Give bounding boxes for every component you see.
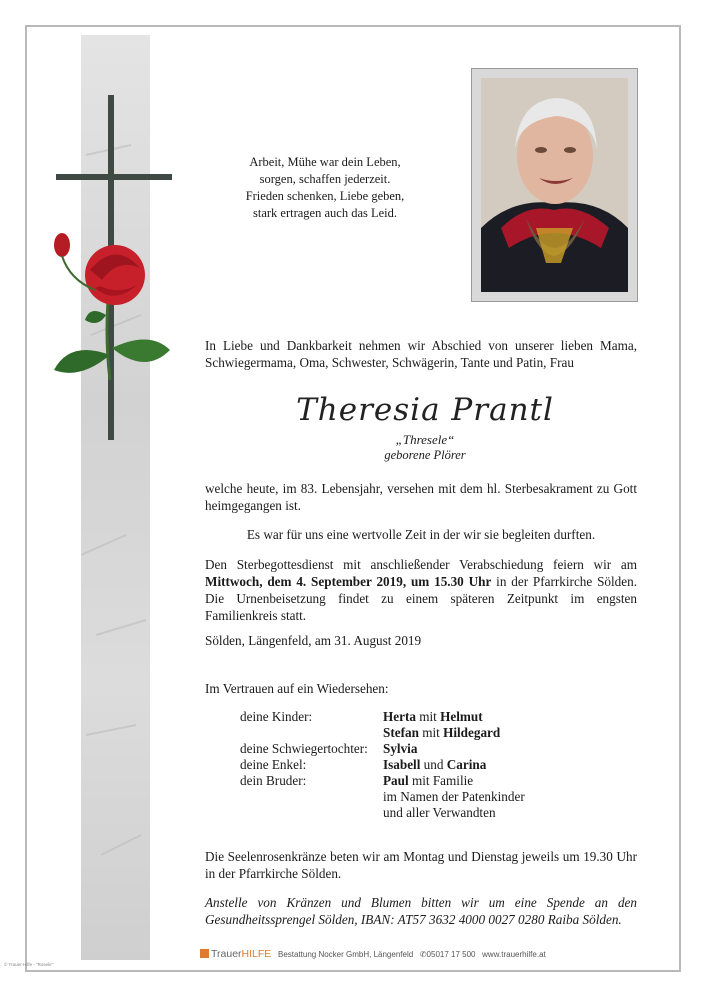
poem-line: Arbeit, Mühe war dein Leben, xyxy=(249,155,401,169)
rosary-text: Die Seelenrosenkränze beten wir am Montag und Dienstag jeweils um 19.30 Uhr in der Pfarrkirche Sölden. xyxy=(205,849,637,881)
deceased-name: Theresia Prantl xyxy=(296,392,554,428)
portrait-frame xyxy=(471,68,638,302)
poem-line: sorgen, schaffen jederzeit. xyxy=(259,172,391,186)
brand-name: TrauerHILFE xyxy=(211,948,272,960)
family-relation: deine Kinder: xyxy=(240,709,313,724)
family-relation: deine Enkel: xyxy=(240,757,307,772)
intro-text: In Liebe und Dankbarkeit nehmen wir Abschied von unserer lieben Mama, Schwiegermama, Oma, Schwester, Schwägerin, Tante und Patin, Frau xyxy=(205,338,637,370)
family-names: Herta mit Helmut xyxy=(383,709,483,724)
footer xyxy=(200,948,546,960)
place-date: Sölden, Längenfeld, am 31. August 2019 xyxy=(205,633,422,648)
service-pre: Den Sterbegottesdienst mit anschließender Verabschiedung feiern wir am xyxy=(205,557,637,572)
family-relation: dein Bruder: xyxy=(240,773,307,788)
service-text xyxy=(205,556,637,624)
website[interactable]: www.trauerhilfe.at xyxy=(482,950,546,959)
deceased-birth-name: geborene Plörer xyxy=(384,448,466,462)
trauerhilfe-logo-icon xyxy=(200,949,209,958)
portrait-photo xyxy=(481,78,628,292)
poem-line: stark ertragen auch das Leid. xyxy=(252,206,398,220)
family-names: im Namen der Patenkinder xyxy=(383,789,525,804)
family-names: Stefan mit Hildegard xyxy=(383,725,501,740)
phone: 05017 17 500 xyxy=(426,950,476,959)
poem xyxy=(205,154,445,222)
poem-line: Frieden schenken, Liebe geben, xyxy=(245,189,405,203)
deceased-nickname: „Thresele“ xyxy=(395,432,455,447)
family-relation: deine Schwiegertochter: xyxy=(240,741,368,756)
memory-text: Es war für uns eine wertvolle Zeit in der wir sie begleiten durften. xyxy=(246,527,596,542)
phone-icon: ✆ xyxy=(419,950,427,959)
family-names: Isabell und Carina xyxy=(383,757,487,772)
service-date: Mittwoch, dem 4. September 2019, um 15.30 Uhr xyxy=(205,574,492,589)
family-names: Paul mit Familie xyxy=(383,773,474,788)
trust-line: Im Vertrauen auf ein Wiedersehen: xyxy=(205,681,389,696)
family-names: und aller Verwandten xyxy=(383,805,496,820)
death-text: welche heute, im 83. Lebensjahr, versehen mit dem hl. Sterbesakrament zu Gott heimgegangen ist. xyxy=(205,481,637,513)
family-names: Sylvia xyxy=(383,741,418,756)
undertaker: Bestattung Nocker GmbH, Längenfeld xyxy=(277,950,414,959)
donation-text: Anstelle von Kränzen und Blumen bitten wir um eine Spende an den Gesundheitssprengel Sölden, IBAN: AT57 3632 4000 0027 0280 Raiba Sölden. xyxy=(205,895,637,927)
cross-with-rose-icon xyxy=(40,90,190,450)
image-credit: © Trauer-Hilfe - "Rosekr" xyxy=(4,962,54,967)
service-post: in der Pfarrkirche Sölden. Die Urnenbeisetzung findet zu einem späteren Zeitpunkt im engsten Familienkreis statt. xyxy=(205,574,638,623)
